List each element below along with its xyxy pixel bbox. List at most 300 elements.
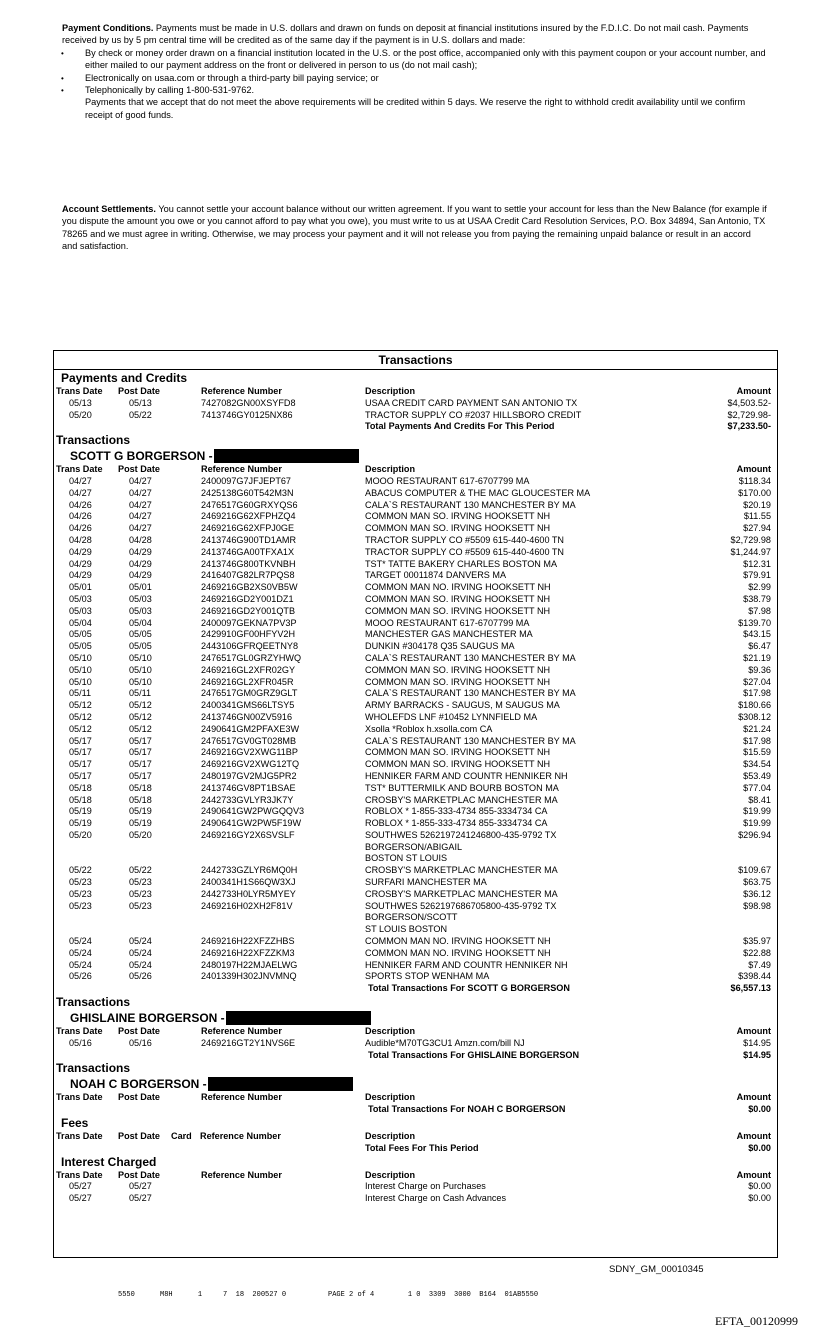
header-description: Description xyxy=(365,1131,416,1142)
transaction-row xyxy=(54,547,777,559)
amount: $7.49 xyxy=(748,959,771,970)
description: SOUTHWES 5262197241246800-435-9792 TX xyxy=(365,829,557,840)
post-date: 05/10 xyxy=(129,664,152,675)
trans-date: 05/17 xyxy=(69,735,92,746)
amount: $1,244.97 xyxy=(730,546,771,557)
section-interest-charged: Interest Charged xyxy=(61,1154,157,1169)
account-settlements xyxy=(62,203,767,253)
post-date: 05/22 xyxy=(129,409,152,420)
transaction-row xyxy=(54,641,777,653)
trans-date: 05/12 xyxy=(69,700,92,711)
post-date: 04/29 xyxy=(129,558,152,569)
header-post-date: Post Date xyxy=(118,1131,160,1142)
post-date: 04/27 xyxy=(129,523,152,534)
description: USAA CREDIT CARD PAYMENT SAN ANTONIO TX xyxy=(365,397,578,408)
reference-number: 2469216H02XH2F81V xyxy=(201,900,293,911)
post-date: 04/29 xyxy=(129,570,152,581)
reference-number: 2469216GD2Y001QTB xyxy=(201,605,296,616)
section-transactions: Transactions xyxy=(56,995,131,1010)
amount: $2,729.98 xyxy=(730,534,771,545)
description: TST* BUTTERMILK AND BOURB BOSTON MA xyxy=(365,782,559,793)
description: ST LOUIS BOSTON xyxy=(365,924,448,935)
post-date: 05/17 xyxy=(129,759,152,770)
header-amount: Amount xyxy=(736,386,771,396)
amount: $398.44 xyxy=(738,971,771,982)
transaction-row xyxy=(54,618,777,630)
post-date: 05/19 xyxy=(129,818,152,829)
transaction-row xyxy=(54,677,777,689)
total-amount: $0.00 xyxy=(748,1142,771,1153)
payment-conditions-intro: Payments must be made in U.S. dollars and drawn on funds on deposit at financial institutions insured by the F.D.I.C. Do not mail cash. Payments received by us by 5 pm central time will be credited as of the same day if the payment is in U.S. dollars and made: xyxy=(62,23,749,46)
transaction-row xyxy=(54,712,777,724)
reference-number: 2480197GV2MJG5PR2 xyxy=(201,770,297,781)
header-reference-number: Reference Number xyxy=(201,1169,282,1180)
transaction-row xyxy=(54,476,777,488)
post-date: 05/18 xyxy=(129,782,152,793)
reference-number: 2442733GVLYR3JK7Y xyxy=(201,794,294,805)
amount: $21.19 xyxy=(743,652,771,663)
description: CROSBY'S MARKETPLAC MANCHESTER MA xyxy=(365,888,558,899)
description: COMMON MAN SO. IRVING HOOKSETT NH xyxy=(365,523,551,534)
amount: $15.59 xyxy=(743,747,771,758)
reference-number: 7427082GN00XSYFD8 xyxy=(201,397,296,408)
description: ARMY BARRACKS - SAUGUS, M SAUGUS MA xyxy=(365,700,560,711)
efta-number: EFTA_00120999 xyxy=(714,1314,798,1328)
description: COMMON MAN SO. IRVING HOOKSETT NH xyxy=(365,605,551,616)
reference-number: 2442733GZLYR6MQ0H xyxy=(201,865,298,876)
trans-date: 05/19 xyxy=(69,818,92,829)
trans-date: 05/27 xyxy=(69,1181,92,1192)
post-date: 05/12 xyxy=(129,723,152,734)
column-header-row xyxy=(54,386,777,398)
amount: $36.12 xyxy=(743,888,771,899)
header-description: Description xyxy=(365,464,416,475)
transaction-row xyxy=(54,736,777,748)
transaction-row xyxy=(54,853,777,865)
section-payments-credits: Payments and Credits xyxy=(61,371,188,385)
reference-number: 2425138G60T542M3N xyxy=(201,487,294,498)
reference-number: 2400097G7JFJEPT67 xyxy=(201,475,291,486)
account-settlements-text: You cannot settle your account balance without our written agreement. If you want to settle your account for less than the New Balance (for example if you dispute the amount you owe or you cannot afford to pay what you owe), you must write to us at USAA Credit Card Resolution Services, P.O. Box 34894, San Antonio, TX 78265 and we must agree in writing. Otherwise, we may process your payment and it will not release you from paying the remaining unpaid balance or result in an accord and satisfaction. xyxy=(62,204,767,252)
description: SPORTS STOP WENHAM MA xyxy=(365,971,490,982)
transaction-row xyxy=(54,653,777,665)
transaction-row xyxy=(54,559,777,571)
reference-number: 2469216GL2XFR045R xyxy=(201,676,294,687)
post-date: 05/11 xyxy=(129,688,152,699)
header-trans-date: Trans Date xyxy=(56,1131,103,1142)
description: TRACTOR SUPPLY CO #5509 615-440-4600 TN xyxy=(365,534,564,545)
description: COMMON MAN SO. IRVING HOOKSETT NH xyxy=(365,676,551,687)
header-trans-date: Trans Date xyxy=(56,1092,103,1103)
payment-method-item: • By check or money order drawn on a financial institution located in the U.S. or the post office, accompanied only with this payment coupon or your account number, and either mailed to our payment address on the front or delivered in person to us (do not mail cash); xyxy=(62,47,767,72)
trans-date: 05/03 xyxy=(69,593,92,604)
trans-date: 05/24 xyxy=(69,959,92,970)
trans-date: 05/22 xyxy=(69,865,92,876)
trans-date: 05/12 xyxy=(69,711,92,722)
total-label: Total Fees For This Period xyxy=(365,1142,479,1153)
cardholder-name: SCOTT G BORGERSON - xyxy=(70,449,213,464)
reference-number: 2480197H22MJAELWG xyxy=(201,959,298,970)
amount: $21.24 xyxy=(743,723,771,734)
column-header-row xyxy=(54,1131,777,1143)
trans-date: 05/17 xyxy=(69,747,92,758)
amount: $20.19 xyxy=(743,499,771,510)
transaction-row xyxy=(54,877,777,889)
header-trans-date: Trans Date xyxy=(56,464,103,475)
transaction-row xyxy=(54,688,777,700)
transaction-row xyxy=(54,948,777,960)
amount: $12.31 xyxy=(743,558,771,569)
payment-methods-list xyxy=(62,47,767,97)
amount: $38.79 xyxy=(743,593,771,604)
post-date: 05/03 xyxy=(129,605,152,616)
amount: $2.99 xyxy=(748,582,771,593)
description: MOOO RESTAURANT 617-6707799 MA xyxy=(365,617,530,628)
cardholder-name: NOAH C BORGERSON - xyxy=(70,1077,207,1092)
redacted-block xyxy=(208,1077,353,1091)
transaction-row xyxy=(54,818,777,830)
reference-number: 2476517GM0GRZ9GLT xyxy=(201,688,298,699)
transactions-title: Transactions xyxy=(54,351,777,370)
amount: $11.55 xyxy=(743,511,771,522)
description: ROBLOX * 1-855-333-4734 855-3334734 CA xyxy=(365,806,548,817)
reference-number: 2476517G60GRXYQS6 xyxy=(201,499,298,510)
transaction-row xyxy=(54,570,777,582)
amount: $4,503.52- xyxy=(727,397,771,408)
amount: $0.00 xyxy=(748,1193,771,1204)
transaction-row xyxy=(54,971,777,983)
trans-date: 05/10 xyxy=(69,676,92,687)
reference-number: 2413746GN00ZV5916 xyxy=(201,711,293,722)
transaction-row xyxy=(54,724,777,736)
post-date: 04/27 xyxy=(129,499,152,510)
description: CROSBY'S MARKETPLAC MANCHESTER MA xyxy=(365,865,558,876)
amount: $296.94 xyxy=(738,829,771,840)
post-date: 05/13 xyxy=(129,397,152,408)
trans-date: 05/23 xyxy=(69,900,92,911)
trans-date: 05/18 xyxy=(69,782,92,793)
header-reference-number: Reference Number xyxy=(201,464,282,475)
reference-number: 2469216GB2XS0VB5W xyxy=(201,582,298,593)
transaction-row xyxy=(54,806,777,818)
trans-date: 05/27 xyxy=(69,1193,92,1204)
reference-number: 2400341H1S66QW3XJ xyxy=(201,877,296,888)
trans-date: 05/12 xyxy=(69,723,92,734)
amount: $63.75 xyxy=(743,877,771,888)
description: CALA`S RESTAURANT 130 MANCHESTER BY MA xyxy=(365,688,576,699)
trans-date: 05/24 xyxy=(69,947,92,958)
trans-date: 04/26 xyxy=(69,499,92,510)
scan-line: 5550 M8H 1 7 18 200527 0 PAGE 2 of 4 1 0 3309 3000 B164 01AB5550 xyxy=(118,1291,539,1299)
header-post-date: Post Date xyxy=(118,1169,160,1180)
post-date: 05/27 xyxy=(129,1181,152,1192)
payment-conditions-closing: Payments that we accept that do not meet the above requirements will be credited within 5 days. We reserve the right to withhold credit availability until we confirm receipt of good funds. xyxy=(85,97,746,120)
trans-date: 05/19 xyxy=(69,806,92,817)
header-card: Card xyxy=(171,1131,192,1142)
trans-date: 05/26 xyxy=(69,971,92,982)
description: Interest Charge on Purchases xyxy=(365,1181,486,1192)
trans-date: 05/13 xyxy=(69,397,92,408)
transaction-row xyxy=(54,759,777,771)
header-description: Description xyxy=(365,1169,416,1180)
trans-date: 05/18 xyxy=(69,794,92,805)
amount: $17.98 xyxy=(743,735,771,746)
payment-conditions xyxy=(62,22,767,121)
trans-date: 05/17 xyxy=(69,770,92,781)
trans-date: 05/01 xyxy=(69,582,92,593)
amount: $77.04 xyxy=(743,782,771,793)
description: BOSTON ST LOUIS xyxy=(365,853,448,864)
reference-number: 2469216GD2Y001DZ1 xyxy=(201,593,294,604)
trans-date: 05/24 xyxy=(69,936,92,947)
reference-number: 2401339H302JNVMNQ xyxy=(201,971,297,982)
total-label: Total Transactions For NOAH C BORGERSON xyxy=(368,1104,566,1115)
post-date: 05/19 xyxy=(129,806,152,817)
column-header-row xyxy=(54,464,777,476)
transaction-row xyxy=(54,398,777,410)
total-row xyxy=(54,1143,777,1155)
post-date: 05/10 xyxy=(129,676,152,687)
total-amount: $0.00 xyxy=(748,1104,771,1115)
transaction-row xyxy=(54,901,777,913)
post-date: 05/23 xyxy=(129,900,152,911)
reference-number: 2429910GF00HFYV2H xyxy=(201,629,296,640)
redacted-block xyxy=(226,1011,371,1025)
reference-number: 2490641GM2PFAXE3W xyxy=(201,723,300,734)
trans-date: 05/11 xyxy=(69,688,92,699)
description: COMMON MAN SO. IRVING HOOKSETT NH xyxy=(365,747,551,758)
post-date: 05/23 xyxy=(129,877,152,888)
post-date: 05/12 xyxy=(129,711,152,722)
description: SURFARI MANCHESTER MA xyxy=(365,877,487,888)
trans-date: 05/23 xyxy=(69,877,92,888)
trans-date: 05/05 xyxy=(69,641,92,652)
amount: $180.66 xyxy=(738,700,771,711)
reference-number: 2469216GL2XFR02GY xyxy=(201,664,296,675)
cardholder-scott xyxy=(54,448,777,464)
description: ABACUS COMPUTER & THE MAC GLOUCESTER MA xyxy=(365,487,591,498)
description: COMMON MAN SO. IRVING HOOKSETT NH xyxy=(365,759,551,770)
description: COMMON MAN NO. IRVING HOOKSETT NH xyxy=(365,936,551,947)
trans-date: 05/10 xyxy=(69,664,92,675)
header-reference-number: Reference Number xyxy=(201,386,282,396)
trans-date: 05/04 xyxy=(69,617,92,628)
post-date: 05/18 xyxy=(129,794,152,805)
description: CALA`S RESTAURANT 130 MANCHESTER BY MA xyxy=(365,499,576,510)
trans-date: 05/23 xyxy=(69,888,92,899)
transaction-row xyxy=(54,795,777,807)
amount: $27.04 xyxy=(743,676,771,687)
post-date: 05/17 xyxy=(129,747,152,758)
description: ROBLOX * 1-855-333-4734 855-3334734 CA xyxy=(365,818,548,829)
amount: $19.99 xyxy=(743,806,771,817)
post-date: 05/03 xyxy=(129,593,152,604)
trans-date: 04/28 xyxy=(69,534,92,545)
post-date: 04/27 xyxy=(129,511,152,522)
reference-number: 2413746GA00TFXA1X xyxy=(201,546,295,557)
description: Audible*M70TG3CU1 Amzn.com/bill NJ xyxy=(365,1037,525,1048)
reference-number: 2490641GW2PWGQQV3 xyxy=(201,806,305,817)
header-trans-date: Trans Date xyxy=(56,386,103,396)
transaction-row xyxy=(54,488,777,500)
post-date: 05/05 xyxy=(129,629,152,640)
header-post-date: Post Date xyxy=(118,386,160,396)
post-date: 05/12 xyxy=(129,700,152,711)
header-trans-date: Trans Date xyxy=(56,1026,103,1037)
reference-number: 2469216G62XFPHZQ4 xyxy=(201,511,296,522)
header-description: Description xyxy=(365,1026,416,1037)
description: Interest Charge on Cash Advances xyxy=(365,1193,507,1204)
post-date: 05/01 xyxy=(129,582,152,593)
trans-date: 04/26 xyxy=(69,511,92,522)
reference-number: 2443106GFRQEETNY8 xyxy=(201,641,299,652)
payment-method-item: • Telephonically by calling 1-800-531-9762. xyxy=(62,84,767,96)
cardholder-name: GHISLAINE BORGERSON - xyxy=(70,1011,225,1026)
amount: $6.47 xyxy=(748,641,771,652)
transaction-row xyxy=(54,747,777,759)
trans-date: 05/16 xyxy=(69,1037,92,1048)
trans-date: 05/17 xyxy=(69,759,92,770)
amount: $118.34 xyxy=(738,475,771,486)
description: MOOO RESTAURANT 617-6707799 MA xyxy=(365,475,530,486)
post-date: 05/10 xyxy=(129,652,152,663)
amount: $35.97 xyxy=(743,936,771,947)
description: COMMON MAN SO. IRVING HOOKSETT NH xyxy=(365,664,551,675)
transaction-row xyxy=(54,594,777,606)
amount: $9.36 xyxy=(748,664,771,675)
transaction-row xyxy=(54,771,777,783)
post-date: 05/27 xyxy=(129,1193,152,1204)
description: HENNIKER FARM AND COUNTR HENNIKER NH xyxy=(365,770,568,781)
transaction-row xyxy=(54,500,777,512)
trans-date: 05/10 xyxy=(69,652,92,663)
section-fees: Fees xyxy=(61,1116,89,1131)
trans-date: 04/27 xyxy=(69,487,92,498)
amount: $17.98 xyxy=(743,688,771,699)
header-description: Description xyxy=(365,1092,416,1103)
transaction-row xyxy=(54,629,777,641)
description: CROSBY'S MARKETPLAC MANCHESTER MA xyxy=(365,794,558,805)
amount: $8.41 xyxy=(748,794,771,805)
transactions-rows xyxy=(54,371,777,1205)
reference-number: 2416407G82LR7PQS8 xyxy=(201,570,295,581)
payment-method-item: • Electronically on usaa.com or through a third-party bill paying service; or xyxy=(62,72,767,84)
account-settlements-heading: Account Settlements. xyxy=(62,204,156,214)
header-post-date: Post Date xyxy=(118,1026,160,1037)
total-row xyxy=(54,1050,777,1062)
reference-number: 2413746GV8PT1BSAE xyxy=(201,782,296,793)
transaction-row xyxy=(54,889,777,901)
total-row xyxy=(54,1104,777,1116)
post-date: 05/16 xyxy=(129,1037,152,1048)
amount: $27.94 xyxy=(743,523,771,534)
reference-number: 2469216H22XFZZKM3 xyxy=(201,947,295,958)
amount: $22.88 xyxy=(743,947,771,958)
description: BORGERSON/SCOTT xyxy=(365,912,458,923)
post-date: 04/29 xyxy=(129,546,152,557)
redacted-block xyxy=(214,449,359,463)
amount: $79.91 xyxy=(743,570,771,581)
description: SOUTHWES 5262197686705800-435-9792 TX xyxy=(365,900,557,911)
description: COMMON MAN NO. IRVING HOOKSETT NH xyxy=(365,582,551,593)
description: TST* TATTE BAKERY CHARLES BOSTON MA xyxy=(365,558,558,569)
post-date: 05/24 xyxy=(129,936,152,947)
total-label: Total Transactions For SCOTT G BORGERSON xyxy=(368,983,570,994)
post-date: 05/22 xyxy=(129,865,152,876)
header-reference-number: Reference Number xyxy=(200,1131,281,1142)
reference-number: 2469216GY2X6SVSLF xyxy=(201,829,295,840)
reference-number: 2469216GV2XWG12TQ xyxy=(201,759,300,770)
description: WHOLEFDS LNF #10452 LYNNFIELD MA xyxy=(365,711,538,722)
post-date: 04/27 xyxy=(129,475,152,486)
transaction-row xyxy=(54,410,777,422)
section-transactions: Transactions xyxy=(56,433,131,448)
header-reference-number: Reference Number xyxy=(201,1026,282,1037)
transaction-row xyxy=(54,665,777,677)
trans-date: 04/26 xyxy=(69,523,92,534)
amount: $19.99 xyxy=(743,818,771,829)
cardholder-noah xyxy=(54,1076,777,1092)
description: BORGERSON/ABIGAIL xyxy=(365,841,463,852)
header-amount: Amount xyxy=(736,1026,771,1037)
description: CALA`S RESTAURANT 130 MANCHESTER BY MA xyxy=(365,652,576,663)
description: COMMON MAN SO. IRVING HOOKSETT NH xyxy=(365,511,551,522)
transaction-row xyxy=(54,535,777,547)
section-transactions: Transactions xyxy=(56,1061,131,1076)
reference-number: 7413746GY0125NX86 xyxy=(201,409,293,420)
transactions-table xyxy=(53,350,778,1258)
amount: $170.00 xyxy=(738,487,771,498)
trans-date: 04/27 xyxy=(69,475,92,486)
description: MANCHESTER GAS MANCHESTER MA xyxy=(365,629,533,640)
trans-date: 04/29 xyxy=(69,570,92,581)
description: HENNIKER FARM AND COUNTR HENNIKER NH xyxy=(365,959,568,970)
description: COMMON MAN SO. IRVING HOOKSETT NH xyxy=(365,593,551,604)
amount: $53.49 xyxy=(743,770,771,781)
total-label: Total Transactions For GHISLAINE BORGERSON xyxy=(368,1049,580,1060)
cardholder-ghislaine xyxy=(54,1010,777,1026)
column-header-row xyxy=(54,1170,777,1182)
reference-number: 2490641GW2PW5F19W xyxy=(201,818,302,829)
reference-number: 2469216GT2Y1NVS6E xyxy=(201,1037,296,1048)
post-date: 05/05 xyxy=(129,641,152,652)
total-amount: $6,557.13 xyxy=(730,983,771,994)
trans-date: 04/29 xyxy=(69,558,92,569)
description: TARGET 00011874 DANVERS MA xyxy=(365,570,507,581)
transaction-row xyxy=(54,912,777,924)
transaction-row xyxy=(54,783,777,795)
total-amount: $7,233.50- xyxy=(727,421,771,432)
trans-date: 04/29 xyxy=(69,546,92,557)
transaction-row xyxy=(54,936,777,948)
header-description: Description xyxy=(365,386,416,396)
header-amount: Amount xyxy=(736,1131,771,1142)
amount: $14.95 xyxy=(743,1037,771,1048)
reference-number: 2476517GL0GRZYHWQ xyxy=(201,652,302,663)
amount: $98.98 xyxy=(743,900,771,911)
transaction-row xyxy=(54,924,777,936)
post-date: 05/20 xyxy=(129,829,152,840)
reference-number: 2469216H22XFZZHBS xyxy=(201,936,295,947)
header-amount: Amount xyxy=(736,1092,771,1103)
transaction-row xyxy=(54,830,777,842)
trans-date: 05/03 xyxy=(69,605,92,616)
transaction-row xyxy=(54,865,777,877)
trans-date: 05/20 xyxy=(69,409,92,420)
post-date: 05/24 xyxy=(129,947,152,958)
transaction-row xyxy=(54,1193,777,1205)
column-header-row xyxy=(54,1092,777,1104)
